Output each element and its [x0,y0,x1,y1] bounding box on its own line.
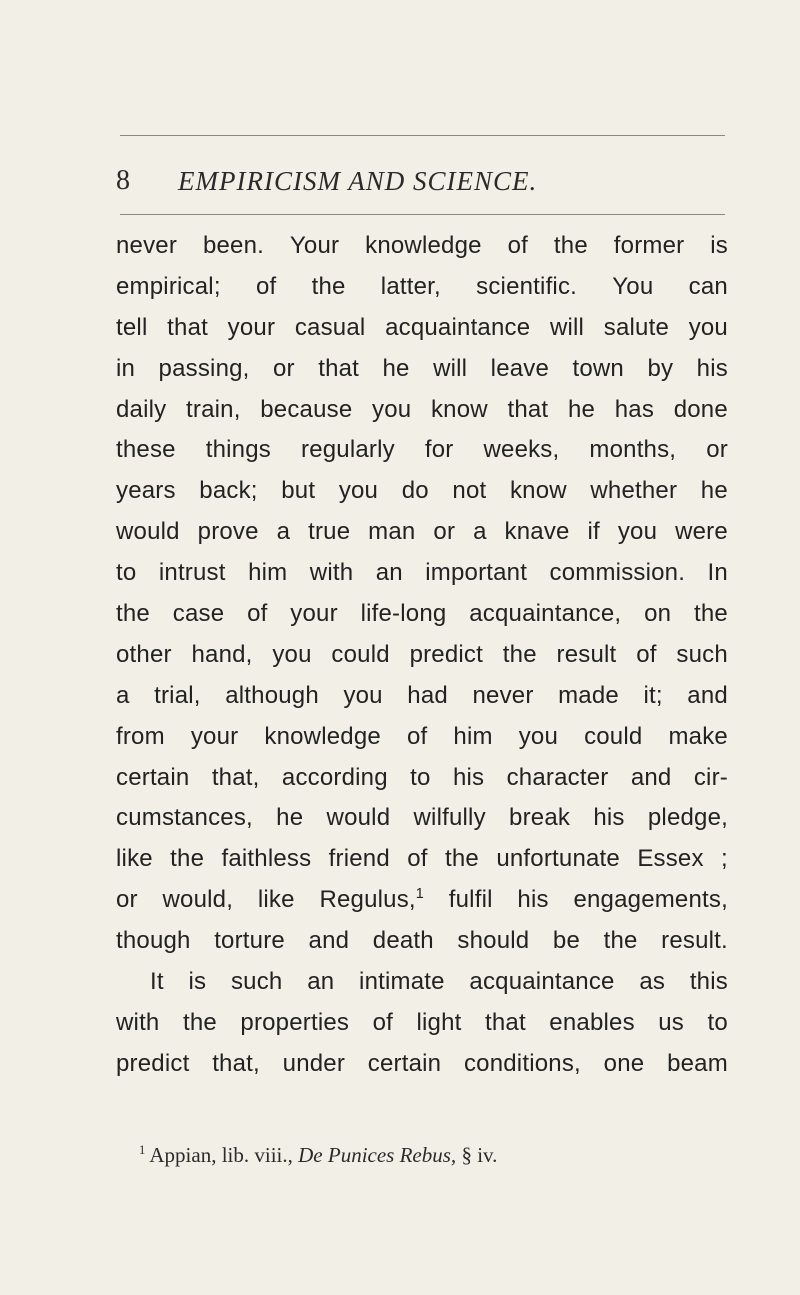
word: result [556,640,617,668]
word: has [614,395,655,423]
word: prove [197,518,259,546]
word: cir- [693,763,728,791]
word: true [308,518,351,546]
word-with-reference [319,880,424,921]
text-line [116,839,728,880]
word: life-long [360,600,447,628]
word: Essex [637,845,704,873]
word: by [647,354,674,382]
text-line [116,430,728,471]
footnote-marker: 1 [139,1143,146,1157]
word: It [150,968,164,996]
word: things [205,436,271,464]
word: to [410,763,431,791]
word: man [368,518,416,546]
word: your [290,600,338,628]
word: intrust [158,559,226,587]
word: acquaintance, [469,600,622,628]
word: or [433,518,456,546]
word: that [318,354,360,382]
text-line [116,921,728,962]
word: that, [212,1049,260,1077]
word: these [116,436,176,464]
text-line [116,308,728,349]
text-line [116,1044,728,1085]
word: regularly [301,436,395,464]
word: casual [294,313,366,341]
word: or [273,354,295,382]
word: of [406,722,428,750]
word: you [617,518,658,546]
word: case [172,600,225,628]
word: know [430,395,488,423]
word: him [248,559,288,587]
word: you [518,722,559,750]
word: know [509,477,567,505]
word: in [116,354,136,382]
word: hand, [191,640,253,668]
word: of [507,232,529,259]
word: daily [116,395,167,423]
word: such [230,968,283,996]
word: with [309,559,354,587]
word: knave [504,518,570,546]
word: You [612,272,654,300]
word: that [167,313,208,341]
text-line [116,512,728,553]
word: months, [589,436,677,464]
word: according [281,763,388,791]
word: such [676,640,728,668]
word: from [116,722,165,750]
text-line [116,594,728,635]
word: passing, [158,354,250,382]
word: he [700,477,728,505]
word: is [710,232,728,259]
word: for [424,436,454,464]
word: cumstances, [116,804,253,832]
word: can [688,272,728,300]
word: with [116,1008,160,1036]
word: ; [721,845,728,873]
word: friend [328,845,390,873]
word: made [558,681,619,709]
word: do [401,477,429,505]
word: on [644,600,672,628]
word: or [116,886,138,914]
word: certain [116,763,190,791]
page-number: 8 [116,165,130,196]
header-top-rule [120,135,725,136]
word: In [707,559,728,587]
word: a [473,518,487,546]
word: unfortunate [496,845,620,873]
word: as [639,968,666,996]
word: and [687,681,728,709]
word: though [116,927,191,955]
word: break [509,804,571,832]
word: conditions, [463,1049,581,1077]
page-header [116,164,728,198]
word: us [658,1008,684,1036]
footnote-title: De Punices Rebus, [298,1143,457,1167]
text-line [116,635,728,676]
word: light [416,1008,462,1036]
word: Your [289,232,340,259]
text-line [116,226,728,267]
header-bottom-rule [120,214,725,215]
word: you [372,395,412,423]
body-text [116,226,728,1085]
word: he [382,354,410,382]
word: character [506,763,609,791]
text-line [116,349,728,390]
text-line [116,798,728,839]
word: could [584,722,643,750]
word: death [372,927,434,955]
word: that [484,1008,526,1036]
word: the [694,600,728,628]
word: the [502,640,537,668]
word: or [706,436,728,464]
word: although [225,681,319,709]
word: scientific. [476,272,578,300]
word: not [452,477,487,505]
word: predict [409,640,483,668]
word: like [257,886,295,914]
text-line [116,758,728,799]
word: fulfil [448,886,493,914]
word: the [170,845,205,873]
word: of [255,272,277,300]
word: of [247,600,268,628]
word: had [407,681,448,709]
word: the [603,927,638,955]
word: engagements, [573,886,728,914]
word: latter, [380,272,441,300]
word: of [407,845,428,873]
word: be [552,927,581,955]
word: weeks, [483,436,560,464]
footnote [139,1140,729,1170]
word: a [276,518,291,546]
word: his [452,763,485,791]
word: it; [643,681,663,709]
word: result. [661,927,728,955]
word: never [472,681,534,709]
word: your [190,722,239,750]
word: trial, [154,681,201,709]
word: his [517,886,549,914]
word: he [276,804,304,832]
word: done [673,395,728,423]
word: tell [116,313,148,341]
word: you [272,640,312,668]
word: town [572,354,624,382]
word: faithless [221,845,312,873]
word: the [311,272,346,300]
word: back; [199,477,258,505]
word: the [553,232,588,259]
word: acquaintance [385,313,531,341]
word: predict [116,1049,190,1077]
word: like [116,845,153,873]
word: years [116,477,176,505]
text-line [116,676,728,717]
word: but [281,477,316,505]
word: acquaintance [469,968,615,996]
word: empirical; [116,272,221,300]
footnote-pre: Appian, lib. viii., [149,1143,293,1167]
word: is [188,968,207,996]
word: a [116,681,130,709]
text-line [116,962,728,1003]
word: of [636,640,657,668]
word: under [282,1049,346,1077]
word: this [689,968,728,996]
word: because [260,395,353,423]
word: would [326,804,391,832]
footnote-post: § iv. [461,1143,498,1167]
word: whether [590,477,678,505]
word: former [613,232,685,259]
word: and [308,927,350,955]
word: enables [549,1008,635,1036]
word: knowledge [365,232,482,259]
word: intimate [359,968,445,996]
word: you [338,477,379,505]
word: the [182,1008,217,1036]
word: make [668,722,728,750]
word: leave [490,354,550,382]
footnote-reference: 1 [415,886,424,903]
word: important [425,559,528,587]
word: if [587,518,600,546]
word: you [343,681,383,709]
word: pledge, [647,804,728,832]
word: salute [603,313,670,341]
word: Regulus, [319,886,416,914]
word: wilfully [413,804,486,832]
word: would [116,518,180,546]
word: certain [367,1049,442,1077]
word: that [507,395,549,423]
word: an [307,968,335,996]
text-line [116,267,728,308]
text-line [116,553,728,594]
word: could [331,640,390,668]
word: of [372,1008,394,1036]
word: he [567,395,596,423]
word: that, [211,763,260,791]
text-line [116,1003,728,1044]
word: will [549,313,585,341]
word: other [116,640,172,668]
word: one [603,1049,645,1077]
word: beam [667,1049,728,1077]
text-line [116,390,728,431]
word: and [630,763,672,791]
word: were [675,518,728,546]
text-line [116,717,728,758]
word: the [445,845,479,873]
word: been. [202,232,265,259]
word: your [227,313,276,341]
word: train, [186,395,241,423]
text-line [116,471,728,512]
word: properties [240,1008,350,1036]
word: him [453,722,493,750]
text-line [116,880,728,921]
word: his [696,354,728,382]
word: the [116,600,150,628]
word: knowledge [264,722,381,750]
word: would, [162,886,234,914]
word: will [433,354,468,382]
word: you [688,313,728,341]
running-head: EMPIRICISM AND SCIENCE. [178,166,538,196]
word: never [116,232,178,259]
word: torture [214,927,285,955]
word: should [457,927,530,955]
word: an [375,559,403,587]
word: commission. [549,559,686,587]
word: to [707,1008,728,1036]
word: his [593,804,625,832]
word: to [116,559,137,587]
